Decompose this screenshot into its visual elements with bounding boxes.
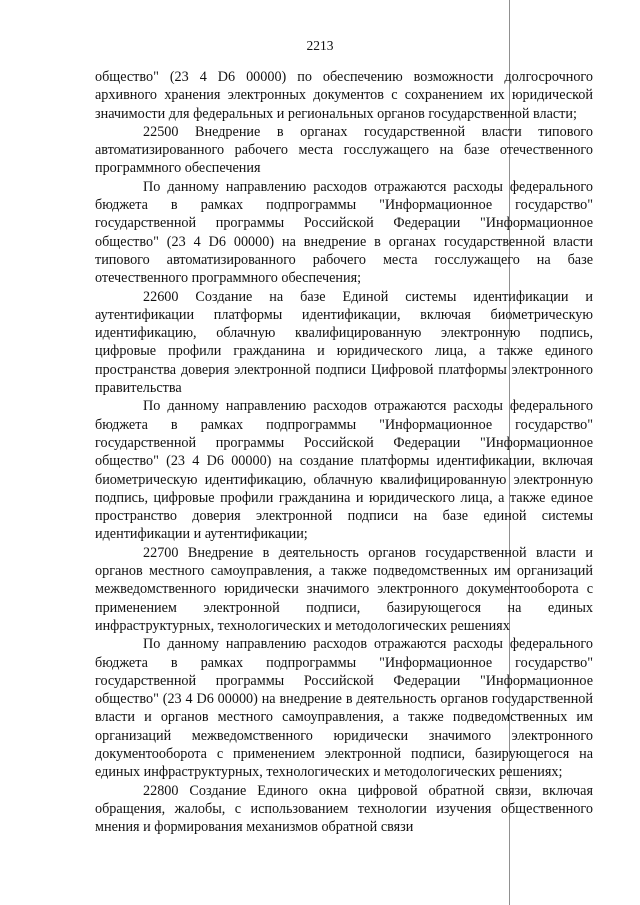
paragraph-22600-title: 22600 Создание на базе Единой системы идентификации и аутентификации платформы идентификации, включая биометрическую идентификацию, облачную квалифицированную электронную подпись, цифровые профили гражданина и юридического лица, а также единого пространства доверия электронной подписи Цифровой платформы электронного правительства — [95, 288, 593, 397]
paragraph-22700-title: 22700 Внедрение в деятельность органов государственной власти и органов местного самоуправления, а также подведомственных им организаций межведомственного юридически значимого электронного документооборота с применением электронной подписи, базирующегося на единых инфраструктурных, технологических и методологических решениях — [95, 544, 593, 634]
page-number: 2213 — [306, 38, 334, 53]
paragraph-continuation: общество" (23 4 D6 00000) по обеспечению возможности долгосрочного архивного хранения электронных документов с сохранением их юридической значимости для федеральных и региональных органов государственной власти; — [95, 69, 593, 122]
paragraph-22800-title: 22800 Создание Единого окна цифровой обратной связи, включая обращения, жалобы, с использованием технологии изучения общественного мнения и формирования механизмов обратной связи — [95, 782, 593, 836]
paragraph-22600-description: По данному направлению расходов отражаются расходы федерального бюджета в рамках подпрограммы "Информационное государство" государственной программы Российской Федерации "Информационное общество" (23 4 D6 00000) на создание платформы идентификации, включая биометрическую идентификацию, облачную квалифицированную электронную подпись, цифровые профили гражданина и юридического лица, а также единое пространство доверия электронной подписи на базе единой системы идентификации и аутентификации; — [95, 398, 593, 543]
paragraph-22500-title: 22500 Внедрение в органах государственной власти типового автоматизированного рабочего места госслужащего на базе отечественного программного обеспечения — [95, 123, 593, 177]
document-body — [95, 68, 593, 836]
paragraph-22500-description: По данному направлению расходов отражаются расходы федерального бюджета в рамках подпрограммы "Информационное государство" государственной программы Российской Федерации "Информационное общество" (23 4 D6 00000) на внедрение в органах государственной власти типового автоматизированного рабочего места госслужащего на базе отечественного программного обеспечения; — [95, 178, 593, 287]
paragraph-22700-description: По данному направлению расходов отражаются расходы федерального бюджета в рамках подпрограммы "Информационное государство" государственной программы Российской Федерации "Информационное общество" (23 4 D6 00000) на внедрение в деятельность органов государственной власти и органов местного самоуправления, а также подведомственных им организаций межведомственного юридически значимого электронного документооборота с применением электронной подписи, базирующегося на единых инфраструктурных, технологических и методологических решениях; — [95, 636, 593, 781]
